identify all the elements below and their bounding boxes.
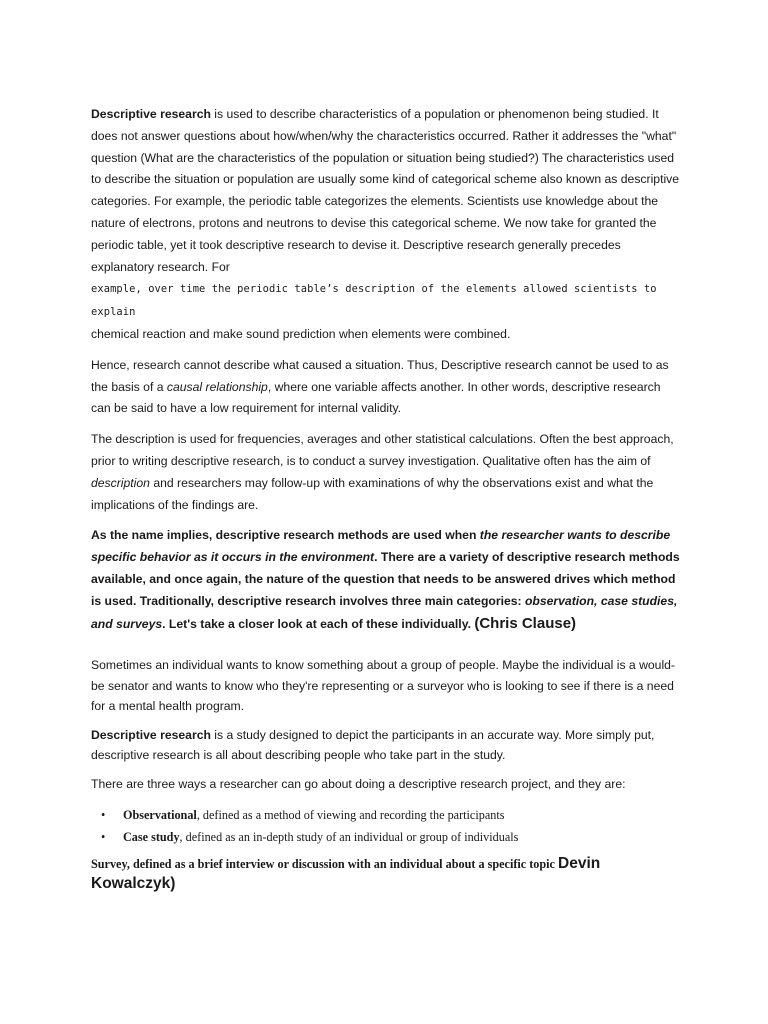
list-item — [91, 804, 681, 826]
paragraph-causal-relationship — [91, 355, 681, 420]
paragraph-text: . There are a variety of descriptive research methods available, and once again, the nature of the question that needs to be answered drives which method is used. Traditionally, descriptive research involves three main categories: — [91, 550, 680, 608]
paragraph-text: Sometimes an individual wants to know something about a group of people. Maybe the individual is a would-be senator and wants to know who they're representing or a surveyor who is looking to see if there is a need for a mental health program. — [91, 658, 675, 713]
term-descriptive-research: Descriptive research — [91, 727, 211, 742]
term-observational: Observational — [123, 807, 197, 822]
paragraph-text: The description is used for frequencies, averages and other statistical calculations. Often the best approach, prior to writing descriptive research, is to conduct a survey investigation. Qualitative often has the aim of — [91, 432, 674, 468]
methods-list — [91, 804, 681, 848]
definition-text: , defined as an in-depth study of an individual or group of individuals — [179, 829, 519, 844]
term-description: description — [91, 475, 150, 490]
paragraph-three-ways — [91, 774, 681, 794]
paragraph-research-methods — [91, 525, 681, 635]
bullet-icon: • — [101, 829, 106, 844]
term-case-study: Case study — [123, 829, 180, 844]
emphasis-specific-behavior: the researcher wants to describe specific behavior as it occurs in the environment — [91, 528, 671, 565]
paragraph-descriptive-research-intro — [91, 104, 681, 346]
citation-chris-clause: (Chris Clause) — [474, 614, 577, 632]
term-causal-relationship: causal relationship — [166, 379, 268, 394]
paragraph-text: chemical reaction and make sound prediction when elements were combined. — [91, 326, 511, 341]
paragraph-text: . Let's take a closer look at each of these individually. — [162, 616, 475, 631]
paragraph-survey — [91, 854, 681, 894]
paragraph-text: is used to describe characteristics of a population or phenomenon being studied. It does not answer questions about how/when/why the characteristics occurred. Rather it addresses the "what" question (What are the characteristics of the population or situation being studied?) The characteristics used to describe the situation or population are usually some kind of categorical scheme also known as descriptive categories. For example, the periodic table categorizes the elements. Scientists use knowledge about the nature of electrons, protons and neutrons to devise this categorical scheme. We now take for granted the periodic table, yet it took descriptive research to devise it. Descriptive research generally precedes explanatory research. For — [91, 107, 680, 274]
paragraph-text: and researchers may follow-up with examinations of why the observations exist and what the implications of the findings are. — [91, 475, 654, 512]
paragraph-text: As the name implies, descriptive research methods are used when — [91, 528, 480, 543]
document-page — [91, 104, 681, 894]
definition-text: , defined as a method of viewing and recording the participants — [196, 807, 505, 822]
paragraph-study-definition — [91, 725, 681, 765]
survey-text: Survey, defined as a brief interview or discussion with an individual about a specific topic — [91, 856, 559, 871]
paragraph-text: There are three ways a researcher can go about doing a descriptive research project, and they are: — [91, 777, 626, 792]
list-item — [91, 826, 681, 848]
term-descriptive-research: Descriptive research — [91, 107, 211, 121]
paragraph-text: Hence, research cannot describe what caused a situation. Thus, Descriptive research cannot be used to as the basis of a — [91, 357, 669, 394]
paragraph-text: , where one variable affects another. In other words, descriptive research can be said to have a low requirement for internal validity. — [91, 379, 661, 416]
paragraph-statistical-calculations — [91, 429, 681, 516]
citation-devin-kowalczyk: Devin Kowalczyk) — [91, 854, 601, 892]
paragraph-text: is a study designed to depict the participants in an accurate way. More simply put, descriptive research is all about describing people who take part in the study. — [91, 727, 655, 763]
paragraph-text-monospace-line: example, over time the periodic table’s description of the elements allowed scientists to explain — [91, 283, 657, 319]
paragraph-senator-example — [91, 655, 681, 716]
bullet-icon: • — [101, 807, 106, 822]
emphasis-three-categories: observation, case studies, and surveys — [91, 593, 678, 631]
